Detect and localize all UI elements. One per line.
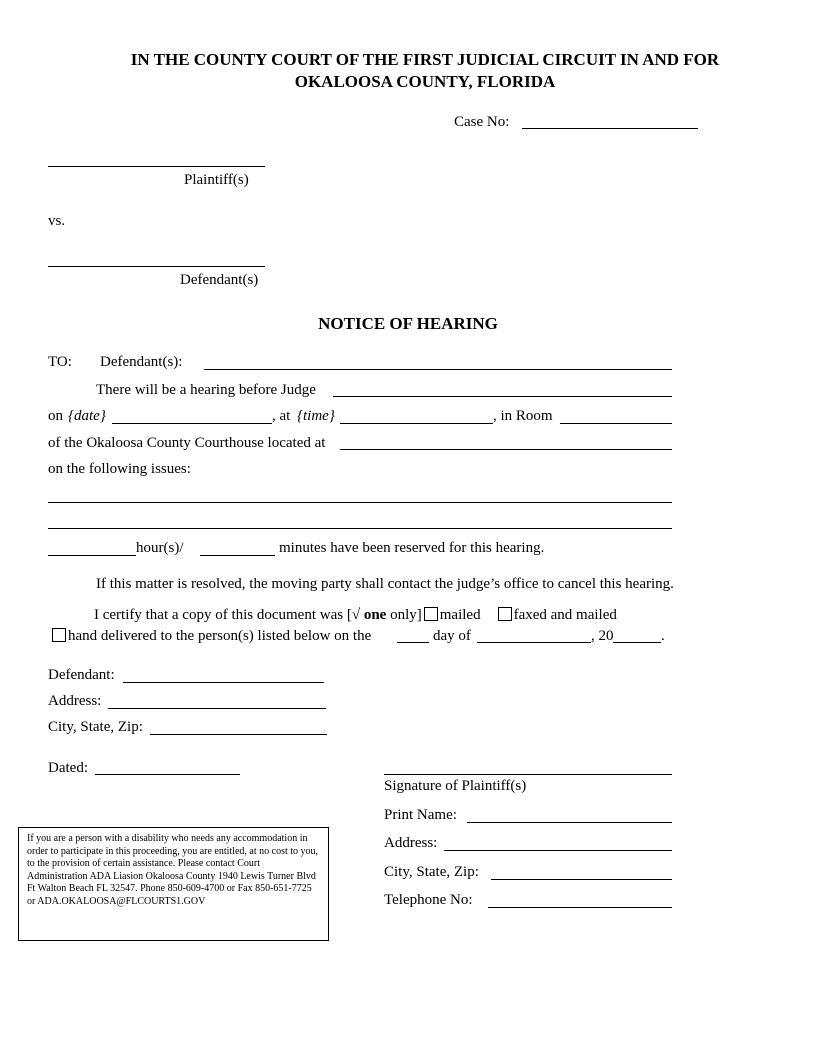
hand-delivered-line [50,628,371,645]
plaintiff-label: Plaintiff(s) [184,172,249,188]
plaintiff-city-label: City, State, Zip: [384,864,479,880]
case-number-field[interactable] [522,128,698,129]
year-prefix-label: , 20 [591,628,614,644]
defendant-city-field[interactable] [150,734,327,735]
defendant-address-label: Address: [48,693,102,709]
ada-notice-text: If you are a person with a disability who needs any accommodation in order to participate in this proceeding, you are entitled, at no cost to you, to the provision of certain assistance. Please contact Court Administration ADA Liasion Okaloosa County 1940 Lewis Turner Blvd Ft Walton Beach FL 32547. Phone 850-609-4700 or Fax 850-651-7725 or ADA.OKALOOSA@FLCOURTS1.GOV [27,833,319,907]
time-label: {time} [297,408,335,424]
to-defendant-label: Defendant(s): [100,354,183,370]
court-heading-line1: IN THE COUNTY COURT OF THE FIRST JUDICIAL CIRCUIT IN AND FOR [130,50,720,69]
defendant-label: Defendant(s) [180,272,259,288]
hearing-before-label: There will be a hearing before Judge [96,382,316,398]
certify-month-field[interactable] [477,642,591,643]
day-of-label: day of [433,628,471,644]
court-heading-line2: OKALOOSA COUNTY, FLORIDA [294,72,556,91]
time-field[interactable] [340,423,493,424]
hours-label: hour(s)/ [136,540,184,556]
telephone-label: Telephone No: [384,892,473,908]
case-number-label: Case No: [454,114,510,130]
at-label: , at [272,408,291,424]
certify-day-field[interactable] [397,642,429,643]
print-name-field[interactable] [467,822,672,823]
check-mark: √ [351,607,361,623]
certify-one: one [363,607,387,623]
hours-field[interactable] [48,555,136,556]
minutes-label: minutes have been reserved for this hearing. [279,540,545,556]
courthouse-label: of the Okaloosa County Courthouse located at [48,435,326,451]
plaintiff-address-field[interactable] [444,850,672,851]
faxed-label: faxed and mailed [513,607,617,623]
on-label: on [48,408,63,424]
defendant-block-label: Defendant: [48,667,115,683]
defendant-address-field[interactable] [108,708,326,709]
certify-prefix: I certify that a copy of this document was [ [94,607,352,623]
plaintiff-signature-field[interactable] [384,774,672,775]
certify-line [94,607,617,624]
signature-label: Signature of Plaintiff(s) [384,778,527,794]
hand-delivered-label: hand delivered to the person(s) listed below on the [68,628,372,644]
minutes-field[interactable] [200,555,275,556]
date-field[interactable] [112,423,272,424]
defendant-name-field[interactable] [48,266,265,267]
notice-title: NOTICE OF HEARING [318,314,498,333]
certify-year-field[interactable] [613,642,661,643]
mailed-label: mailed [439,607,481,623]
issues-field-line2[interactable] [48,528,672,529]
plaintiff-address-label: Address: [384,835,438,851]
mailed-checkbox[interactable] [424,607,438,621]
hand-delivered-checkbox[interactable] [52,628,66,642]
courthouse-address-field[interactable] [340,449,672,450]
resolved-text: If this matter is resolved, the moving party shall contact the judge’s office to cancel this hearing. [96,576,674,592]
certify-only: only] [390,607,422,623]
ada-notice-box [18,827,329,941]
to-defendant-field[interactable] [204,369,672,370]
to-label: TO: [48,354,72,370]
issues-field-line1[interactable] [48,502,672,503]
plaintiff-name-field[interactable] [48,166,265,167]
in-room-label: , in Room [493,408,553,424]
issues-label: on the following issues: [48,461,191,477]
dated-field[interactable] [95,774,240,775]
faxed-checkbox[interactable] [498,607,512,621]
dated-label: Dated: [48,760,88,776]
plaintiff-city-field[interactable] [491,879,672,880]
date-label: {date} [68,408,106,424]
versus-label: vs. [48,213,66,229]
period: . [661,628,665,644]
defendant-block-field[interactable] [123,682,324,683]
room-field[interactable] [560,423,672,424]
judge-name-field[interactable] [333,396,672,397]
defendant-city-label: City, State, Zip: [48,719,143,735]
print-name-label: Print Name: [384,807,457,823]
telephone-field[interactable] [488,907,672,908]
